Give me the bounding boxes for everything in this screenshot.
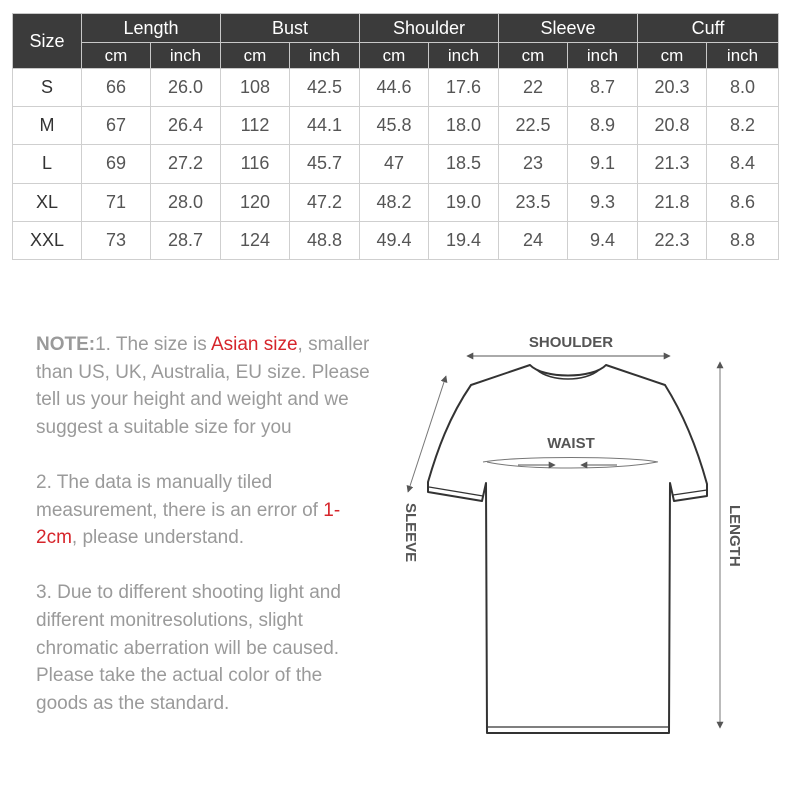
table-cell: 20.8 [638,107,707,145]
table-cell: 45.8 [360,107,429,145]
note-paragraph-2 [36,469,376,552]
note-paragraph-3: 3. Due to different shooting light and different monitresolutions, slight chromatic aberration will be caused. Please take the actual color of the goods as the standard. [36,582,341,714]
unit-header-inch: inch [429,43,499,69]
table-cell: 42.5 [290,69,360,107]
table-cell: 124 [221,221,290,259]
table-cell: 47.2 [290,183,360,221]
table-cell: 26.4 [151,107,221,145]
unit-header-cm: cm [360,43,429,69]
bust-header: Bust [221,14,360,43]
size-cell: M [13,107,82,145]
note-highlight: Asian size [210,334,298,355]
table-row [13,107,779,145]
unit-header-inch: inch [568,43,638,69]
table-cell: 9.3 [568,183,638,221]
table-cell: 120 [221,183,290,221]
waist-curve-bottom [487,462,657,468]
sleeve-hem-left [429,487,483,496]
table-cell: 26.0 [151,69,221,107]
tshirt-measurement-diagram [395,325,775,765]
unit-header-inch: inch [707,43,779,69]
unit-header-cm: cm [82,43,151,69]
note-label: NOTE: [36,334,96,355]
tshirt-outline [428,365,707,733]
table-cell: 20.3 [638,69,707,107]
unit-header-cm: cm [221,43,290,69]
size-cell: XXL [13,221,82,259]
table-cell: 28.7 [151,221,221,259]
table-cell: 8.8 [707,221,779,259]
table-cell: 8.2 [707,107,779,145]
shoulder-label: SHOULDER [528,334,614,351]
length-label: LENGTH [726,505,743,567]
sleeve-header: Sleeve [499,14,638,43]
table-cell: 21.8 [638,183,707,221]
table-cell: 108 [221,69,290,107]
table-cell: 27.2 [151,145,221,183]
table-cell: 45.7 [290,145,360,183]
table-cell: 18.5 [429,145,499,183]
shoulder-header: Shoulder [360,14,499,43]
size-chart-table [12,13,779,260]
table-cell: 67 [82,107,151,145]
size-cell: XL [13,183,82,221]
table-row [13,145,779,183]
table-cell: 19.0 [429,183,499,221]
table-cell: 22 [499,69,568,107]
table-cell: 48.8 [290,221,360,259]
table-cell: 9.1 [568,145,638,183]
table-cell: 69 [82,145,151,183]
table-cell: 9.4 [568,221,638,259]
table-cell: 48.2 [360,183,429,221]
sleeve-hem-right [673,490,707,495]
table-row [13,183,779,221]
table-cell: 17.6 [429,69,499,107]
table-cell: 116 [221,145,290,183]
note-text: , please understand. [71,527,245,549]
size-column-header: Size [13,14,82,69]
table-cell: 21.3 [638,145,707,183]
table-cell: 18.0 [429,107,499,145]
table-cell: 22.3 [638,221,707,259]
table-cell: 71 [82,183,151,221]
table-cell: 8.0 [707,69,779,107]
sleeve-measure-arrow [408,376,446,492]
table-cell: 19.4 [429,221,499,259]
table-cell: 44.6 [360,69,429,107]
table-cell: 28.0 [151,183,221,221]
unit-header-cm: cm [638,43,707,69]
note-text: 2. The data is manually tiled measurement, there is an error of [36,471,324,521]
sleeve-label: SLEEVE [402,503,419,563]
note-highlight: 1-2cm [36,499,341,549]
waist-curve-top [483,458,658,463]
table-cell: 66 [82,69,151,107]
table-cell: 44.1 [290,107,360,145]
table-row [13,221,779,259]
table-cell: 8.9 [568,107,638,145]
table-cell: 73 [82,221,151,259]
unit-header-cm: cm [499,43,568,69]
table-cell: 23 [499,145,568,183]
table-row [13,69,779,107]
unit-header-inch: inch [290,43,360,69]
size-cell: S [13,69,82,107]
table-cell: 23.5 [499,183,568,221]
table-cell: 8.7 [568,69,638,107]
table-cell: 112 [221,107,290,145]
waist-label: WAIST [547,435,595,452]
table-cell: 47 [360,145,429,183]
size-note [36,331,376,717]
table-cell: 22.5 [499,107,568,145]
size-cell: L [13,145,82,183]
table-cell: 24 [499,221,568,259]
table-cell: 8.6 [707,183,779,221]
note-paragraph-1 [36,331,376,441]
length-header: Length [82,14,221,43]
cuff-header: Cuff [638,14,779,43]
table-cell: 8.4 [707,145,779,183]
note-text: 1. The size is [95,334,211,355]
table-cell: 49.4 [360,221,429,259]
unit-header-inch: inch [151,43,221,69]
note-text: , smaller than US, UK, Australia, EU size. Please tell us your height and weight and we suggest a suitable size for you [36,334,370,438]
